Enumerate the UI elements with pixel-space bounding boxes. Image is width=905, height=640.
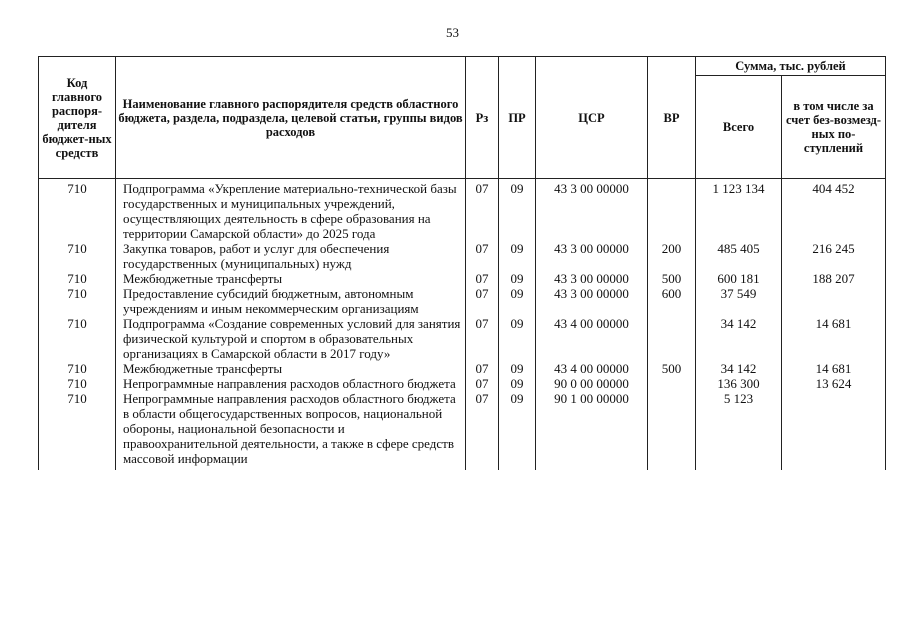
cell-name: Подпрограмма «Создание современных условий для занятия физической культурой и спортом в образовательных организациях в Самарской области в 2017 году»	[116, 316, 466, 361]
cell-name: Непрограммные направления расходов областного бюджета в области общегосударственных вопросов, национальной обороны, национальной безопасности и правоохранительной деятельности, а также в сфере средств массовой информации	[116, 391, 466, 466]
cell-code: 710	[39, 391, 116, 466]
cell-pr: 09	[499, 286, 536, 316]
header-rz: Рз	[466, 57, 499, 179]
cell-sum-free: 14 681	[782, 316, 886, 361]
cell-pr: 09	[499, 316, 536, 361]
table-row	[39, 181, 886, 241]
cell-pr: 09	[499, 361, 536, 376]
cell-csr: 43 4 00 00000	[536, 361, 648, 376]
cell-code: 710	[39, 376, 116, 391]
cell-csr: 43 3 00 00000	[536, 241, 648, 271]
cell-pr: 09	[499, 391, 536, 466]
header-sum-free: в том числе за счет без-возмезд-ных по-ступлений	[782, 76, 886, 179]
cell-vr: 500	[648, 271, 696, 286]
table-row	[39, 241, 886, 271]
cell-rz: 07	[466, 316, 499, 361]
cell-pr: 09	[499, 181, 536, 241]
cell-rz: 07	[466, 361, 499, 376]
cell-vr	[648, 391, 696, 466]
cell-pr: 09	[499, 271, 536, 286]
page-number: 53	[446, 25, 459, 40]
cell-rz: 07	[466, 391, 499, 466]
cell-rz: 07	[466, 286, 499, 316]
header-code: Код главного распоря-дителя бюджет-ных средств	[39, 57, 116, 179]
cell-pr: 09	[499, 376, 536, 391]
cell-rz: 07	[466, 271, 499, 286]
header-pr: ПР	[499, 57, 536, 179]
header-name: Наименование главного распорядителя средств областного бюджета, раздела, подраздела, целевой статьи, группы видов расходов	[116, 57, 466, 179]
cell-vr	[648, 376, 696, 391]
cell-sum-all: 34 142	[696, 361, 782, 376]
table-header	[39, 57, 886, 179]
cell-sum-free	[782, 286, 886, 316]
cell-csr: 90 0 00 00000	[536, 376, 648, 391]
cell-csr: 43 3 00 00000	[536, 181, 648, 241]
cell-code: 710	[39, 286, 116, 316]
cell-sum-free: 404 452	[782, 181, 886, 241]
cell-sum-free: 13 624	[782, 376, 886, 391]
cell-rz: 07	[466, 181, 499, 241]
table-row	[39, 271, 886, 286]
cell-code: 710	[39, 271, 116, 286]
cell-sum-free: 14 681	[782, 361, 886, 376]
cell-sum-all: 1 123 134	[696, 181, 782, 241]
cell-sum-all: 136 300	[696, 376, 782, 391]
cell-rz: 07	[466, 376, 499, 391]
header-csr: ЦСР	[536, 57, 648, 179]
cell-name: Предоставление субсидий бюджетным, автономным учреждениям и иным некоммерческим организациям	[116, 286, 466, 316]
cell-sum-all: 37 549	[696, 286, 782, 316]
cell-csr: 43 3 00 00000	[536, 286, 648, 316]
cell-sum-all: 600 181	[696, 271, 782, 286]
table-row	[39, 376, 886, 391]
cell-sum-free: 216 245	[782, 241, 886, 271]
cell-name: Подпрограмма «Укрепление материально-технической базы государственных и муниципальных учреждений, осуществляющих деятельность в сфере образования на территории Самарской области» до 2025 года	[116, 181, 466, 241]
cell-sum-free	[782, 391, 886, 466]
cell-name: Непрограммные направления расходов областного бюджета	[116, 376, 466, 391]
cell-code: 710	[39, 181, 116, 241]
cell-pr: 09	[499, 241, 536, 271]
cell-rz: 07	[466, 241, 499, 271]
cell-csr: 43 4 00 00000	[536, 316, 648, 361]
cell-csr: 90 1 00 00000	[536, 391, 648, 466]
cell-name: Межбюджетные трансферты	[116, 271, 466, 286]
cell-vr: 500	[648, 361, 696, 376]
header-sum: Сумма, тыс. рублей	[696, 57, 886, 76]
cell-sum-all: 34 142	[696, 316, 782, 361]
cell-sum-all: 5 123	[696, 391, 782, 466]
cell-csr: 43 3 00 00000	[536, 271, 648, 286]
cell-vr: 600	[648, 286, 696, 316]
table-body	[39, 179, 886, 471]
budget-table	[38, 56, 886, 470]
cell-code: 710	[39, 361, 116, 376]
header-sum-all: Всего	[696, 76, 782, 179]
cell-code: 710	[39, 241, 116, 271]
table-row	[39, 391, 886, 466]
table-row	[39, 361, 886, 376]
cell-sum-free: 188 207	[782, 271, 886, 286]
cell-code: 710	[39, 316, 116, 361]
cell-name: Закупка товаров, работ и услуг для обеспечения государственных (муниципальных) нужд	[116, 241, 466, 271]
cell-sum-all: 485 405	[696, 241, 782, 271]
header-vr: ВР	[648, 57, 696, 179]
cell-name: Межбюджетные трансферты	[116, 361, 466, 376]
cell-vr: 200	[648, 241, 696, 271]
cell-vr	[648, 316, 696, 361]
table-row	[39, 286, 886, 316]
table-row	[39, 316, 886, 361]
cell-vr	[648, 181, 696, 241]
